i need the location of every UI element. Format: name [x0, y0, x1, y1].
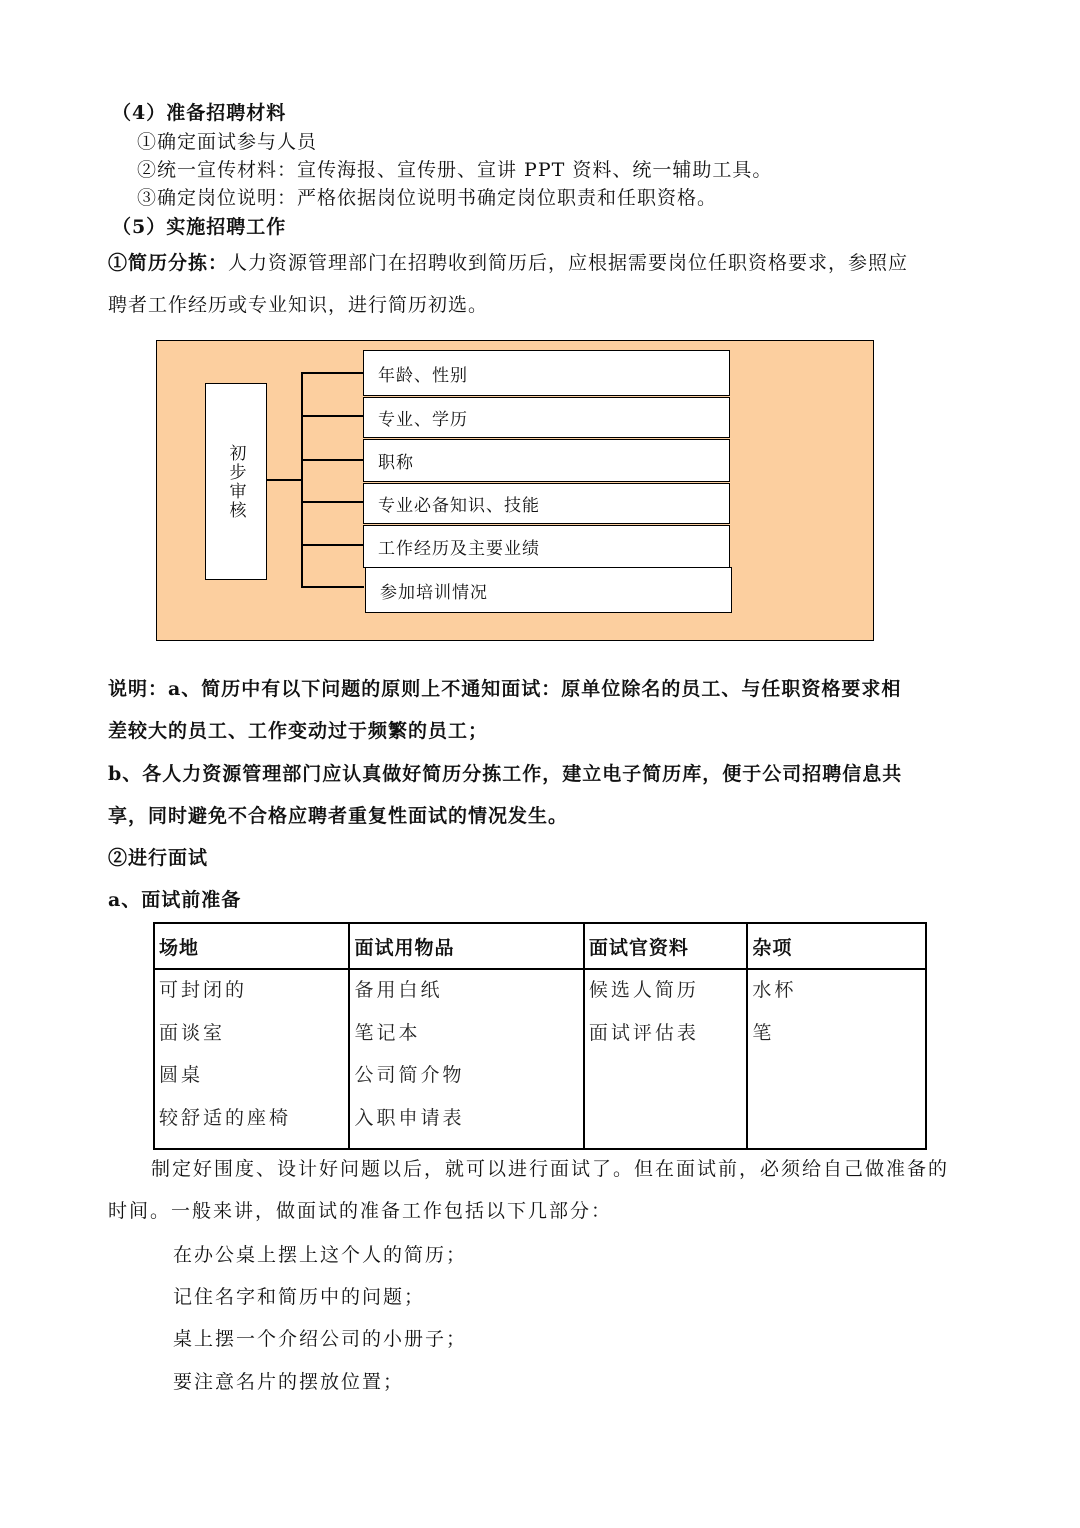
section-4-item-2	[137, 158, 772, 182]
table-cell-item: 可封闭的	[159, 979, 248, 1001]
item-3-label: ③确定岗位说明：	[137, 187, 298, 209]
connector-trunk	[301, 372, 303, 586]
diagram-node-age-gender: 年龄、性别	[363, 350, 730, 396]
table-cell-supplies	[349, 969, 583, 1149]
list-item: 要注意名片的摆放位置；	[173, 1371, 405, 1393]
section-5-heading: （5）实施招聘工作	[112, 216, 287, 238]
table-cell-item: 备用白纸	[354, 979, 443, 1001]
body-paragraph-line-1: 制定好围度、设计好问题以后，就可以进行面试了。但在面试前，必须给自己做准备的	[151, 1158, 950, 1180]
diagram-node-major-education: 专业、学历	[363, 397, 730, 438]
table-cell-item: 水杯	[752, 979, 797, 1001]
section-4-heading: （4）准备招聘材料	[112, 102, 287, 124]
connector-branch-4	[301, 501, 364, 503]
connector-branch-2	[301, 415, 364, 417]
section-4-item-1: ①确定面试参与人员	[137, 131, 318, 153]
connector-branch-6	[301, 586, 364, 588]
diagram-node-title: 职称	[363, 439, 730, 482]
table-header-row	[154, 923, 926, 969]
diagram-node-experience: 工作经历及主要业绩	[363, 525, 730, 568]
list-item: 记住名字和简历中的问题；	[173, 1286, 426, 1308]
resume-sort-label: ①简历分拣：	[108, 252, 229, 274]
table-cell-item: 笔记本	[354, 1021, 421, 1044]
table-header-interviewer-materials: 面试官资料	[584, 923, 748, 969]
table-row	[154, 969, 926, 1149]
resume-sort-line-1	[108, 251, 908, 275]
item-2-text: 宣传海报、宣传册、宣讲 PPT 资料、统一辅助工具。	[297, 159, 773, 181]
connector-root	[267, 479, 302, 481]
table-cell-item: 候选人简历	[588, 979, 699, 1001]
interview-heading: ②进行面试	[108, 847, 209, 869]
interview-prep-table	[153, 922, 927, 1150]
table-cell-venue	[154, 969, 349, 1149]
table-cell-item: 较舒适的座椅	[159, 1106, 292, 1129]
item-2-label: ②统一宣传材料：	[137, 159, 298, 181]
interview-prep-heading: a、面试前准备	[108, 889, 242, 911]
note-a-line-2: 差较大的员工、工作变动过于频繁的员工；	[108, 720, 489, 742]
connector-branch-3	[301, 459, 364, 461]
table-cell-interviewer-materials	[584, 969, 748, 1149]
list-item: 在办公桌上摆上这个人的简历；	[173, 1244, 468, 1266]
connector-branch-1	[301, 372, 364, 374]
table-cell-item: 公司简介物	[354, 1064, 465, 1086]
table-cell-item: 圆桌	[159, 1064, 204, 1086]
table-cell-item: 面试评估表	[588, 1021, 699, 1044]
resume-sort-line-2: 聘者工作经历或专业知识，进行简历初选。	[108, 294, 489, 316]
table-cell-item: 面谈室	[159, 1021, 226, 1044]
note-b-line-2: 享，同时避免不合格应聘者重复性面试的情况发生。	[108, 805, 569, 827]
list-item: 桌上摆一个介绍公司的小册子；	[173, 1328, 468, 1350]
table-cell-misc	[747, 969, 926, 1149]
note-a-line-1: 说明：a、简历中有以下问题的原则上不通知面试：原单位除名的员工、与任职资格要求相	[108, 678, 902, 700]
table-header-venue: 场地	[154, 923, 349, 969]
table-cell-item: 入职申请表	[354, 1106, 465, 1129]
table-header-misc: 杂项	[747, 923, 926, 969]
diagram-node-skills: 专业必备知识、技能	[363, 483, 730, 524]
diagram-root-label: 初步审核	[225, 443, 246, 520]
section-4-item-3	[137, 186, 717, 210]
table-header-supplies: 面试用物品	[349, 923, 583, 969]
diagram-root-box	[205, 383, 267, 580]
screening-diagram	[156, 340, 874, 641]
diagram-node-training: 参加培训情况	[365, 567, 732, 613]
connector-branch-5	[301, 544, 364, 546]
item-3-text: 严格依据岗位说明书确定岗位职责和任职资格。	[297, 187, 718, 209]
note-b-line-1: b、各人力资源管理部门应认真做好简历分拣工作，建立电子简历库，便于公司招聘信息共	[108, 763, 903, 785]
table-cell-item: 笔	[752, 1021, 775, 1044]
body-paragraph-line-2: 时间。一般来讲，做面试的准备工作包括以下几部分：	[108, 1200, 613, 1222]
resume-sort-text-1: 人力资源管理部门在招聘收到简历后，应根据需要岗位任职资格要求，参照应	[228, 252, 909, 274]
